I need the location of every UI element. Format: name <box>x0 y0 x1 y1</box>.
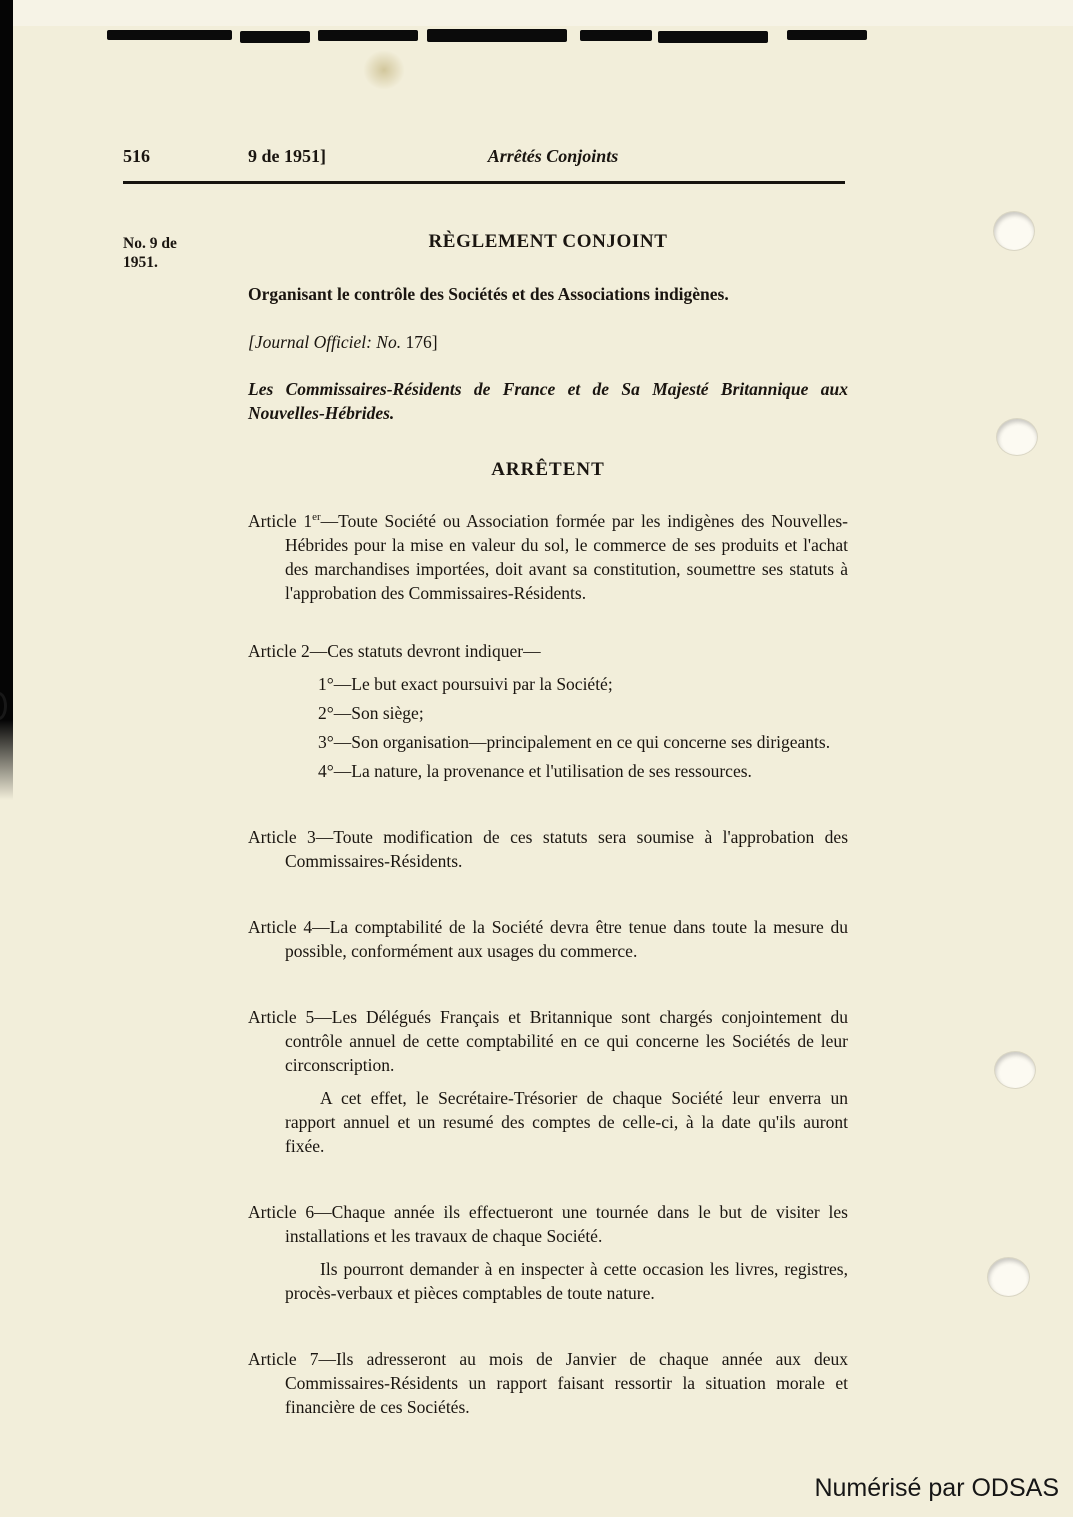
article-7-label: Article 7 <box>248 1349 319 1369</box>
scan-dash-artifact <box>580 30 652 41</box>
enactment-heading: ARRÊTENT <box>491 459 605 480</box>
article-4-paragraph <box>248 915 848 963</box>
article-1-text: —Toute Société ou Association formée par les indigènes des Nouvelles-Hébrides pour la mise en valeur du sol, le commerce de ses produits et l'achat des marchandises importées, doit avant sa constitution, soumettre ses statuts à l'approbation des Commissaires-Résidents. <box>285 511 848 603</box>
article-1-ordinal-sup: er <box>312 511 321 524</box>
article-6-label: Article 6 <box>248 1202 315 1222</box>
punch-hole <box>995 1052 1035 1088</box>
journal-reference-number: 176] <box>401 332 438 352</box>
issuing-authority: Les Commissaires-Résidents de France et de Sa Majesté Britannique aux Nouvelles-Hébrides. <box>248 379 848 423</box>
article-6 <box>248 1200 848 1305</box>
scan-dash-artifact <box>787 30 867 40</box>
article-4-label: Article 4 <box>248 917 313 937</box>
article-2-item-3: 3°—Son organisation—principalement en ce qui concerne ses dirigeants. <box>318 732 831 752</box>
article-1-paragraph <box>248 509 848 605</box>
document-body <box>248 230 848 1453</box>
article-3-text: —Toute modification de ces statuts sera soumise à l'approbation des Commissaires-Résidents. <box>285 827 848 871</box>
article-7-text: —Ils adresseront au mois de Janvier de chaque année aux deux Commissaires-Résidents un rapport faisant ressortir la situation morale et financière de ces Sociétés. <box>285 1349 848 1417</box>
punch-hole <box>988 1258 1029 1296</box>
header-rule <box>123 181 845 184</box>
page-number: 516 <box>123 146 150 166</box>
paper-stain <box>363 50 405 90</box>
article-2-text: —Ces statuts devront indiquer— <box>309 641 541 661</box>
article-4 <box>248 915 848 963</box>
article-5-text: —Les Délégués Français et Britannique sont chargés conjointement du contrôle annuel de cette comptabilité en ce qui concerne les Sociétés de leur circonscription. <box>285 1007 848 1075</box>
article-5-paragraph <box>248 1005 848 1077</box>
scan-dash-artifact <box>658 31 768 43</box>
margin-note <box>123 234 213 272</box>
article-6-continuation: Ils pourront demander à en inspecter à cette occasion les livres, registres, procès-verbaux et pièces comptables de toute nature. <box>285 1259 848 1303</box>
punch-hole <box>997 419 1037 455</box>
scan-dash-artifact <box>240 31 310 43</box>
article-1 <box>248 509 848 605</box>
regulation-subtitle: Organisant le contrôle des Sociétés et des Associations indigènes. <box>248 284 729 304</box>
article-2-item-2: 2°—Son siège; <box>318 703 424 723</box>
article-5 <box>248 1005 848 1158</box>
article-4-text: —La comptabilité de la Société devra être tenue dans toute la mesure du possible, conformément aux usages du commerce. <box>285 917 848 961</box>
article-6-paragraph <box>248 1200 848 1248</box>
article-2-item-4: 4°—La nature, la provenance et l'utilisation de ses ressources. <box>318 761 752 781</box>
article-3-paragraph <box>248 825 848 873</box>
journal-reference-italic: [Journal Officiel: No. <box>248 332 402 352</box>
scan-credit: Numérisé par ODSAS <box>814 1474 1059 1502</box>
regulation-title: RÈGLEMENT CONJOINT <box>428 231 668 252</box>
punch-hole <box>994 212 1034 250</box>
article-2 <box>248 639 848 783</box>
article-5-label: Article 5 <box>248 1007 315 1027</box>
issue-reference: 9 de 1951] <box>248 146 326 166</box>
running-title: Arrêtés Conjoints <box>487 146 619 166</box>
scan-top-edge <box>0 0 1073 26</box>
scan-left-edge <box>0 0 13 800</box>
article-7 <box>248 1347 848 1419</box>
article-5-continuation: A cet effet, le Secrétaire-Trésorier de chaque Société leur enverra un rapport annuel et un resumé des comptes de celle-ci, à la date qu'ils auront fixée. <box>285 1088 848 1156</box>
margin-note-line2: 1951. <box>123 254 158 271</box>
article-2-item-1: 1°—Le but exact poursuivi par la Société; <box>318 674 613 694</box>
journal-reference <box>248 330 848 354</box>
article-2-paragraph <box>248 639 848 663</box>
scan-dash-artifact <box>107 30 232 40</box>
article-3-label: Article 3 <box>248 827 316 847</box>
article-2-label: Article 2 <box>248 641 310 661</box>
scan-dash-artifact <box>427 29 567 42</box>
article-1-label: Article 1 <box>248 511 313 531</box>
article-6-text: —Chaque année ils effectueront une tournée dans le but de visiter les installations et les travaux de chaque Société. <box>285 1202 848 1246</box>
article-7-paragraph <box>248 1347 848 1419</box>
scan-dash-artifact <box>318 30 418 41</box>
margin-note-line1: No. 9 de <box>123 235 177 252</box>
article-3 <box>248 825 848 873</box>
